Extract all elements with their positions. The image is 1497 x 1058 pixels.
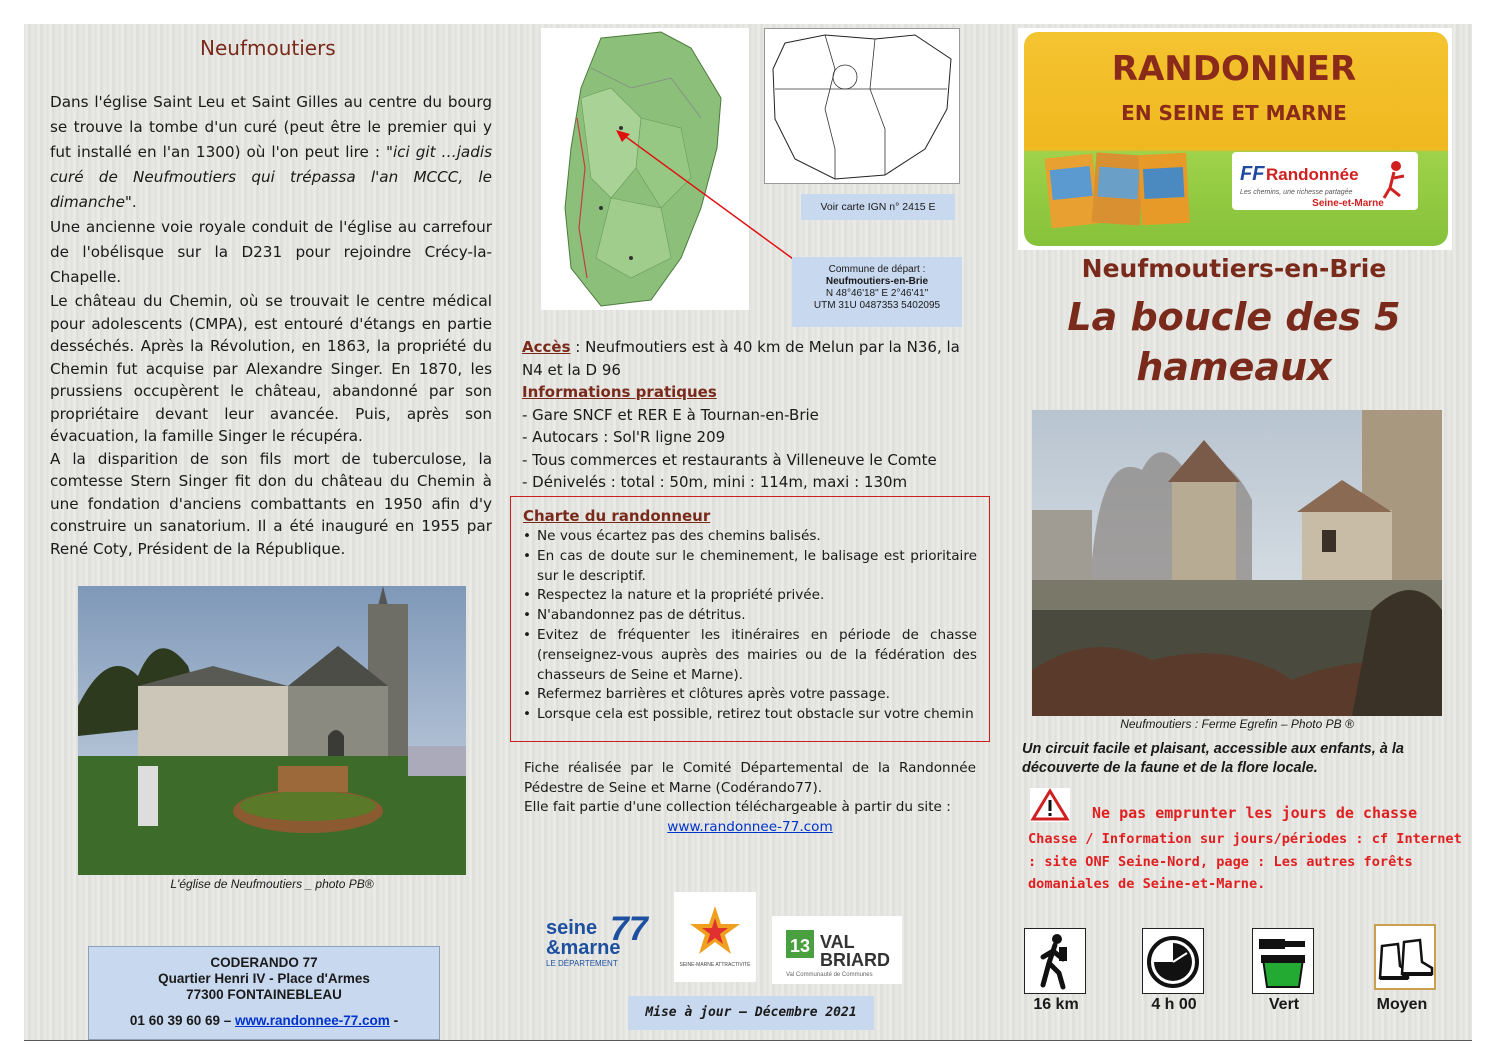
hunting-warning: Ne pas emprunter les jours de chasse	[1092, 804, 1418, 822]
distance-label: 16 km	[1033, 996, 1079, 1013]
svg-text:LE DÉPARTEMENT: LE DÉPARTEMENT	[546, 959, 618, 968]
svg-text:Seine-et-Marne: Seine-et-Marne	[1312, 198, 1384, 209]
history-text	[50, 90, 492, 560]
list-item: - Tous commerces et restaurants à Villeneuve le Comte	[522, 450, 937, 469]
list-item: • Evitez de fréquenter les itinéraires en période de chasse (renseignez-vous auprès des mairies ou de la fédération des chasseurs de Seine et Marne).	[523, 626, 977, 685]
address-line-1: Quartier Henri IV - Place d'Armes	[158, 971, 370, 986]
start-label: Commune de départ :	[828, 264, 926, 275]
map-pointer-arrow	[614, 128, 804, 268]
charter-list	[523, 527, 977, 725]
phone-number: 01 60 39 60 69 –	[129, 1013, 236, 1028]
svg-text:BRIARD: BRIARD	[820, 950, 890, 970]
ign-map-reference: Voir carte IGN n° 2415 E	[801, 194, 955, 220]
warning-icon	[1030, 788, 1070, 822]
svg-text:&marne: &marne	[546, 937, 621, 959]
svg-text:77: 77	[610, 910, 648, 948]
practical-info-label: Informations pratiques	[522, 383, 717, 401]
list-item: • Respectez la nature et la propriété privée.	[523, 586, 977, 606]
update-date: Mise à jour – Décembre 2021	[628, 996, 874, 1030]
access-label: Accès	[522, 338, 571, 356]
hunting-info: Chasse / Information sur jours/périodes : cf Internet : site ONF Seine-Nord, page : Les autres forêts domaniales de Seine-et-Marne.	[1028, 831, 1462, 892]
start-point-box	[792, 257, 962, 327]
farm-photo	[1032, 410, 1442, 716]
paint-brush-icon	[1252, 928, 1314, 994]
access-info	[522, 336, 982, 494]
start-commune-heading: Neufmoutiers-en-Brie	[1081, 254, 1387, 283]
hiker-icon	[1024, 928, 1086, 994]
svg-text:seine: seine	[546, 917, 598, 939]
credits-text	[524, 759, 976, 837]
paragraph-royal-road: Une ancienne voie royale conduit de l'église au carrefour de l'obélisque sur la D231 pour rejoindre Crécy-la-Chapelle.	[50, 218, 492, 286]
route-description: Un circuit facile et plaisant, accessible aux enfants, à la découverte de la faune et de la flore locale.	[1022, 741, 1404, 776]
access-line: Accès : Neufmoutiers est à 40 km de Melun par la N36, la N4 et la D 96	[522, 338, 960, 379]
start-commune: Neufmoutiers-en-Brie	[825, 276, 929, 287]
list-item: • Refermez barrières et clôtures après votre passage.	[523, 685, 977, 705]
practical-info-list	[522, 404, 982, 494]
paragraph-sanatorium: A la disparition de son fils mort de tuberculose, la comtesse Stern Singer fit don du château du Chemin à une fondation d'anciens combattants en 1950 afin d'y construire un sanatorium. Il a été inauguré en 1955 par René Coty, Président de la République.	[50, 449, 492, 558]
church-photo	[78, 586, 466, 875]
hiker-charter-box	[510, 496, 990, 742]
svg-text:SEINE-MARNE ATTRACTIVITÉ: SEINE-MARNE ATTRACTIVITÉ	[679, 962, 751, 968]
credits-line-1: Fiche réalisée par le Comité Départemental de la Randonnée Pédestre de Seine et Marne (Codérando77).	[524, 760, 976, 796]
paragraph-chateau: Le château du Chemin, où se trouvait le centre médical pour adolescents (CMPA), est entouré d'étangs en partie desséchés. Après la Révolution, en 1863, la propriété du Chemin fut acquise par Alexandre Singer. En 1870, les prussiens occupèrent le château, abandonné par son propriétaire devant leur avancée. Puis, après son évacuation, la famille Singer le récupéra.	[50, 292, 492, 445]
svg-text:FF: FF	[1240, 163, 1265, 185]
svg-text:Randonnée: Randonnée	[1266, 165, 1359, 184]
bottom-rule	[24, 1040, 1472, 1041]
difficulty-color-label: Vert	[1268, 996, 1300, 1013]
charter-title: Charte du randonneur	[523, 507, 711, 525]
svg-text:Les chemins, une richesse part: Les chemins, une richesse partagée	[1240, 189, 1353, 196]
seine-marne-attractivite-logo	[674, 892, 756, 982]
website-link[interactable]: www.randonnee-77.com	[235, 1013, 390, 1028]
randonner-banner	[1018, 28, 1452, 250]
credits-line-2: Elle fait partie d'une collection téléchargeable à partir du site :	[524, 799, 951, 816]
route-title: La boucle des 5 hameaux	[1067, 295, 1401, 389]
boots-icon	[1374, 924, 1436, 990]
church-photo-caption: L'église de Neufmoutiers _ photo PB®	[170, 877, 374, 891]
svg-text:EN SEINE ET MARNE: EN SEINE ET MARNE	[1121, 101, 1347, 125]
farm-photo-caption: Neufmoutiers : Ferme Egrefin – Photo PB ®	[1120, 717, 1354, 731]
svg-text:VAL: VAL	[820, 932, 855, 952]
list-item: • Ne vous écartez pas des chemins balisés.	[523, 527, 977, 547]
list-item: - Autocars : Sol'R ligne 209	[522, 428, 726, 446]
list-item: - Gare SNCF et RER E à Tournan-en-Brie	[522, 405, 819, 424]
val-briard-logo	[772, 916, 902, 984]
svg-text:RANDONNER: RANDONNER	[1111, 49, 1357, 89]
contact-line: 01 60 39 60 69 – www.randonnee-77.com -	[129, 1013, 399, 1028]
town-heading: Neufmoutiers	[200, 36, 336, 60]
clock-icon	[1142, 928, 1204, 994]
list-item: • Lorsque cela est possible, retirez tout obstacle sur votre chemin	[523, 705, 977, 725]
org-name: CODERANDO 77	[210, 955, 318, 970]
level-label: Moyen	[1376, 996, 1428, 1013]
list-item: - Dénivelés : total : 50m, mini : 114m, maxi : 130m	[522, 473, 908, 491]
paragraph-church: Dans l'église Saint Leu et Saint Gilles au centre du bourg se trouve la tombe d'un curé (peut être le premier qui y fut installé en l'an 1300) où l'on peut lire : "ici git …jadis curé de Neufmoutiers qui trépassa l'an MCCC, le dimanche".	[50, 93, 492, 211]
address-line-2: 77300 FONTAINEBLEAU	[186, 987, 342, 1002]
address-box	[88, 946, 440, 1040]
svg-text:13: 13	[790, 936, 811, 956]
list-item: • En cas de doute sur le cheminement, le balisage est prioritaire sur le descriptif.	[523, 547, 977, 587]
credits-link[interactable]: www.randonnee-77.com	[667, 818, 833, 835]
list-item: • N'abandonnez pas de détritus.	[523, 606, 977, 626]
duration-label: 4 h 00	[1151, 996, 1197, 1013]
seine-et-marne-logo	[544, 900, 652, 974]
svg-text:Val Communauté de Communes: Val Communauté de Communes	[786, 972, 873, 978]
brochure-page	[24, 24, 1472, 1040]
start-utm: UTM 31U 0487353 5402095	[813, 300, 941, 311]
start-coordinates: N 48°46'18" E 2°46'41"	[825, 288, 929, 299]
